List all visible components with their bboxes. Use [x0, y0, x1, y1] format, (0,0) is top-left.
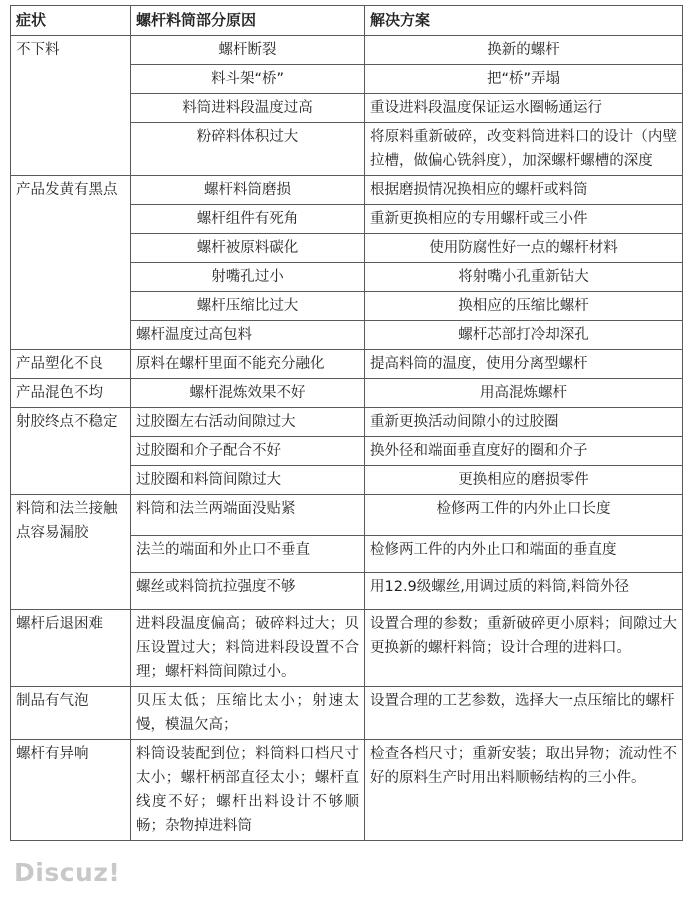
solution-cell: 检修两工件的内外止口长度 — [365, 495, 683, 536]
solution-cell: 更换相应的磨损零件 — [365, 466, 683, 495]
cause-cell: 粉碎料体积过大 — [131, 123, 365, 176]
table-row — [11, 495, 683, 536]
cause-cell: 螺杆断裂 — [131, 36, 365, 65]
solution-cell: 换新的螺杆 — [365, 36, 683, 65]
symptom-cell: 射胶终点不稳定 — [11, 408, 131, 495]
solution-cell: 螺杆芯部打冷却深孔 — [365, 321, 683, 350]
table-row — [11, 610, 683, 687]
header-cause: 螺杆料筒部分原因 — [131, 6, 365, 36]
cause-cell: 过胶圈左右活动间隙过大 — [131, 408, 365, 437]
table-row — [11, 350, 683, 379]
symptom-cell: 产品发黄有黑点 — [11, 176, 131, 350]
cause-cell: 螺杆料筒磨损 — [131, 176, 365, 205]
header-solution: 解决方案 — [365, 6, 683, 36]
table-row — [11, 379, 683, 408]
cause-cell: 螺杆被原料碳化 — [131, 234, 365, 263]
solution-cell: 将原料重新破碎，改变料筒进料口的设计（内壁拉槽，做偏心铣斜度），加深螺杆螺槽的深度 — [365, 123, 683, 176]
solution-cell: 使用防腐性好一点的螺杆材料 — [365, 234, 683, 263]
cause-cell: 料筒和法兰两端面没贴紧 — [131, 495, 365, 536]
solution-cell: 把“桥”弄塌 — [365, 65, 683, 94]
solution-cell: 检查各档尺寸；重新安装；取出异物；流动性不好的原料生产时用出料顺畅结构的三小件。 — [365, 740, 683, 841]
solution-cell: 换相应的压缩比螺杆 — [365, 292, 683, 321]
solution-cell: 用高混炼螺杆 — [365, 379, 683, 408]
cause-cell: 螺杆温度过高包料 — [131, 321, 365, 350]
header-row — [11, 6, 683, 36]
watermark-logo: Discuz! — [14, 858, 121, 887]
solution-cell: 根据磨损情况换相应的螺杆或料筒 — [365, 176, 683, 205]
solution-cell: 重新更换相应的专用螺杆或三小件 — [365, 205, 683, 234]
table-row — [11, 36, 683, 65]
solution-cell: 换外径和端面垂直度好的圈和介子 — [365, 437, 683, 466]
table-row — [11, 687, 683, 740]
solution-cell: 重新更换活动间隙小的过胶圈 — [365, 408, 683, 437]
header-symptom: 症状 — [11, 6, 131, 36]
cause-cell: 法兰的端面和外止口不垂直 — [131, 536, 365, 573]
cause-cell: 螺杆混炼效果不好 — [131, 379, 365, 408]
solution-cell: 重设进料段温度保证运水圈畅通运行 — [365, 94, 683, 123]
cause-cell: 贝压太低；压缩比太小；射速太慢，模温欠高； — [131, 687, 365, 740]
cause-cell: 料筒设装配到位；料筒料口档尺寸太小；螺杆柄部直径太小；螺杆直线度不好；螺杆出料设计不够顺畅；杂物掉进料筒 — [131, 740, 365, 841]
symptom-cell: 产品混色不均 — [11, 379, 131, 408]
cause-cell: 螺丝或料筒抗拉强度不够 — [131, 573, 365, 610]
table-row — [11, 740, 683, 841]
symptom-cell: 螺杆后退困难 — [11, 610, 131, 687]
cause-cell: 过胶圈和介子配合不好 — [131, 437, 365, 466]
cause-cell: 进料段温度偏高；破碎料过大；贝压设置过大；料筒进料段设置不合理；螺杆料筒间隙过小。 — [131, 610, 365, 687]
solution-cell: 设置合理的工艺参数，选择大一点压缩比的螺杆 — [365, 687, 683, 740]
solution-cell: 将射嘴小孔重新钻大 — [365, 263, 683, 292]
symptom-cell: 螺杆有异响 — [11, 740, 131, 841]
solution-cell: 提高料筒的温度，使用分离型螺杆 — [365, 350, 683, 379]
table-body — [11, 36, 683, 841]
cause-cell: 料筒进料段温度过高 — [131, 94, 365, 123]
solution-cell: 用12.9级螺丝,用调过质的料筒,料筒外径 — [365, 573, 683, 610]
solution-cell: 检修两工件的内外止口和端面的垂直度 — [365, 536, 683, 573]
cause-cell: 料斗架“桥” — [131, 65, 365, 94]
table-row — [11, 408, 683, 437]
cause-cell: 射嘴孔过小 — [131, 263, 365, 292]
symptom-cell: 产品塑化不良 — [11, 350, 131, 379]
solution-cell: 设置合理的参数；重新破碎更小原料；间隙过大更换新的螺杆料筒；设计合理的进料口。 — [365, 610, 683, 687]
symptom-cell: 不下料 — [11, 36, 131, 176]
symptom-cell: 制品有气泡 — [11, 687, 131, 740]
cause-cell: 螺杆组件有死角 — [131, 205, 365, 234]
cause-cell: 原料在螺杆里面不能充分融化 — [131, 350, 365, 379]
cause-cell: 过胶圈和料筒间隙过大 — [131, 466, 365, 495]
table-row — [11, 176, 683, 205]
cause-cell: 螺杆压缩比过大 — [131, 292, 365, 321]
troubleshooting-table — [10, 5, 683, 841]
symptom-cell: 料筒和法兰接触点容易漏胶 — [11, 495, 131, 610]
